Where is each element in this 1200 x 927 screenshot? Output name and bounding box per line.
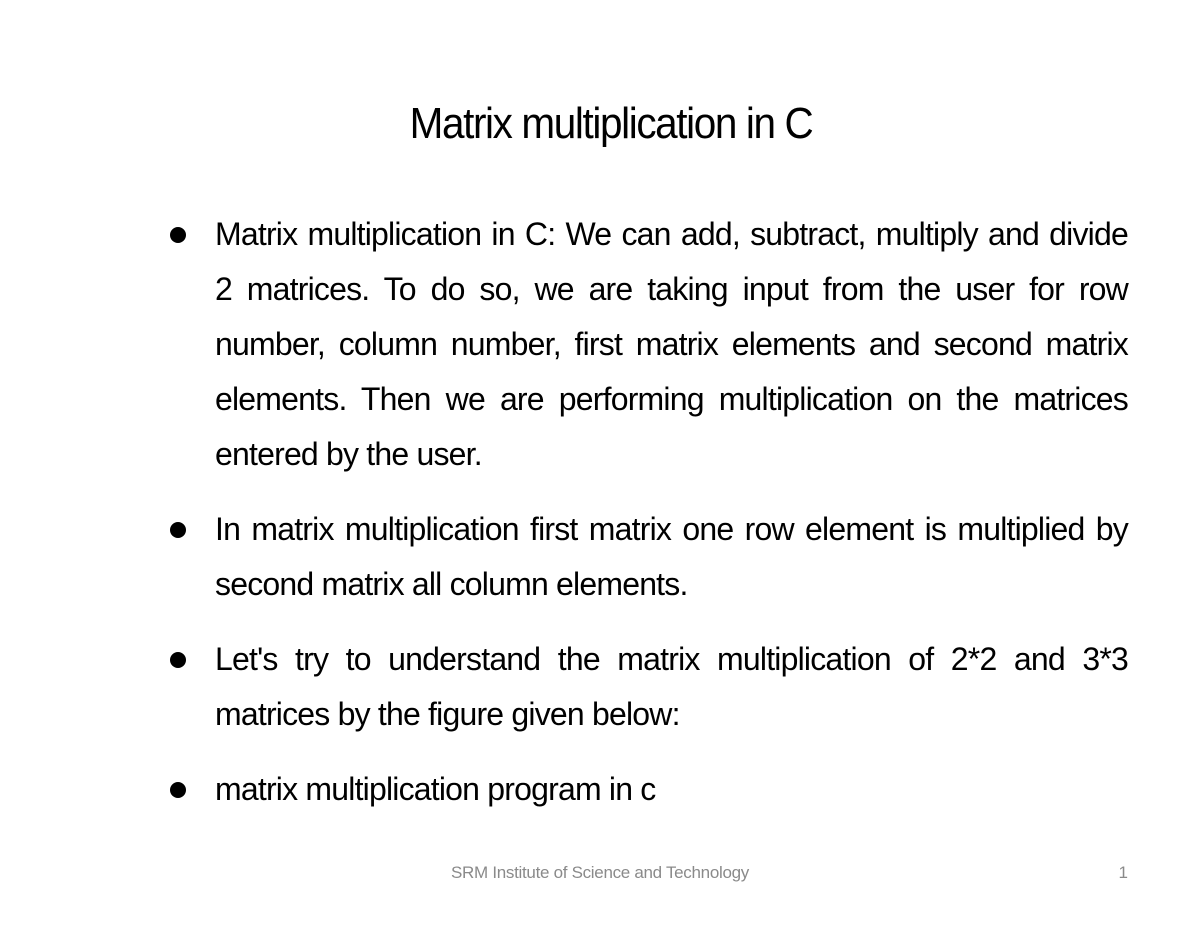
bullet-list — [168, 207, 1128, 837]
slide-title: Matrix multiplication in C — [409, 99, 813, 148]
bullet-text: Let's try to understand the matrix multiplication of 2*2 and 3*3 matrices by the figure given below: — [215, 641, 1128, 732]
list-item — [168, 207, 1128, 482]
bullet-text: Matrix multiplication in C: We can add, subtract, multiply and divide 2 matrices. To do so, we are taking input from the user for row number, column number, first matrix elements and second matrix elements. Then we are performing multiplication on the matrices entered by the user. — [215, 216, 1128, 472]
bullet-dot-icon — [170, 522, 186, 538]
list-item — [168, 502, 1128, 612]
footer-institution: SRM Institute of Science and Technology — [451, 863, 749, 882]
bullet-dot-icon — [170, 782, 186, 798]
bullet-text: In matrix multiplication first matrix one row element is multiplied by second matrix all column elements. — [215, 511, 1128, 602]
bullet-dot-icon — [170, 652, 186, 668]
page-number: 1 — [1118, 863, 1128, 882]
bullet-dot-icon — [170, 227, 186, 243]
bullet-text: matrix multiplication program in c — [215, 771, 656, 807]
list-item — [168, 632, 1128, 742]
list-item — [168, 762, 1128, 817]
